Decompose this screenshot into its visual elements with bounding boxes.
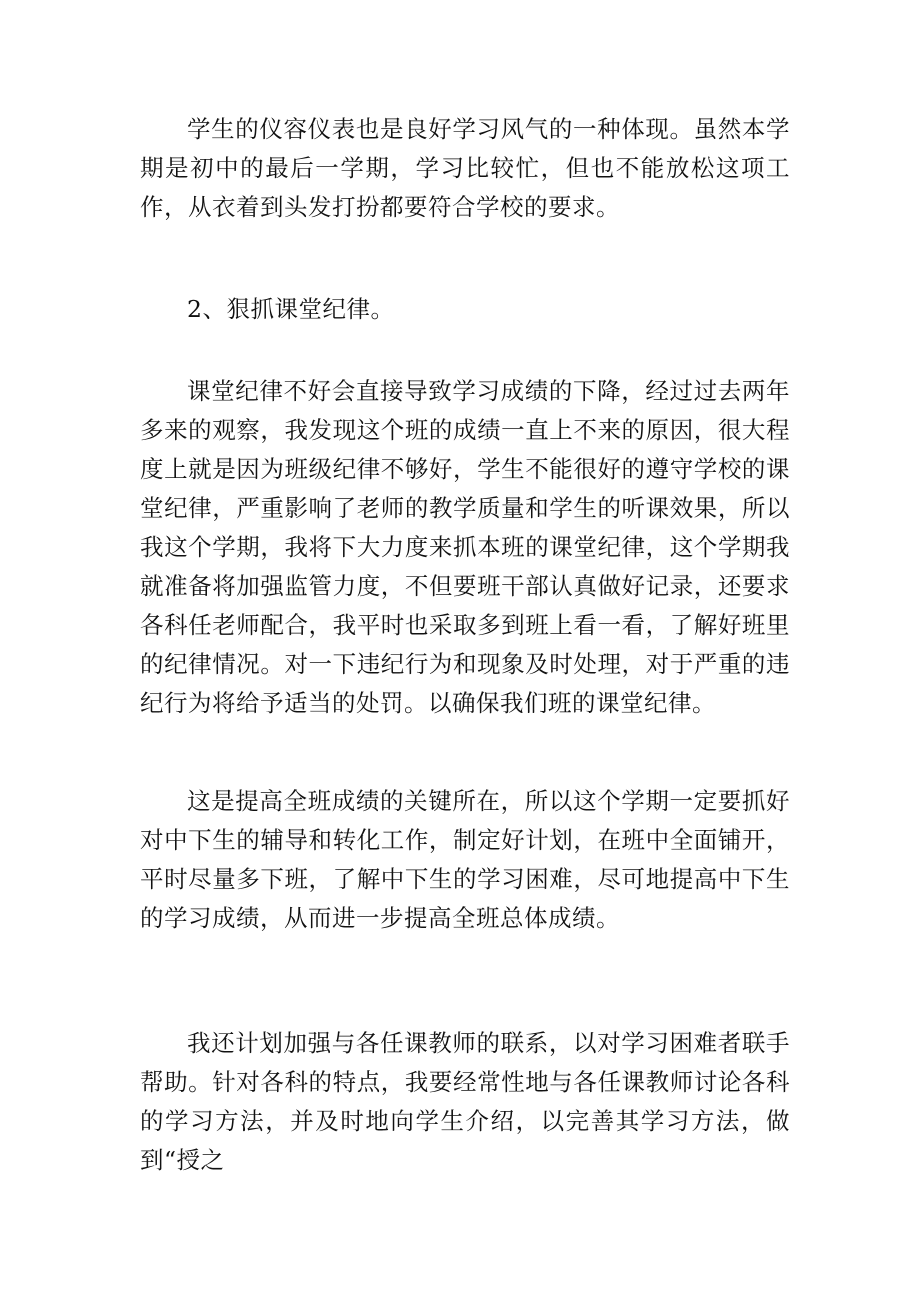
paragraph-classroom-discipline: 课堂纪律不好会直接导致学习成绩的下降，经过过去两年多来的观察，我发现这个班的成绩一直上不来的原因，很大程度上就是因为班级纪律不够好，学生不能很好的遵守学校的课堂纪律，严重影响了老师的教学质量和学生的听课效果，所以我这个学期，我将下大力度来抓本班的课堂纪律，这个学期我就准备将加强监管力度，不但要班干部认真做好记录，还要求各科任老师配合，我平时也采取多到班上看一看，了解好班里的纪律情况。对一下违纪行为和现象及时处理，对于严重的违纪行为将给予适当的处罚。以确保我们班的课堂纪律。 (140, 377, 790, 717)
paragraph-lower-students: 这是提高全班成绩的关键所在，所以这个学期一定要抓好对中下生的辅导和转化工作，制定好计划，在班中全面铺开，平时尽量多下班，了解中下生的学习困难，尽可地提高中下生的学习成绩，从而进一步提高全班总体成绩。 (140, 787, 790, 932)
section-heading-classroom-discipline: 2、狠抓课堂纪律。 (187, 295, 395, 323)
paragraph-teacher-contact: 我还计划加强与各任课教师的联系，以对学习困难者联手帮助。针对各科的特点，我要经常性地与各任课教师讨论各科的学习方法，并及时地向学生介绍，以完善其学习方法，做到“授之 (140, 1029, 790, 1174)
paragraph-appearance: 学生的仪容仪表也是良好学习风气的一种体现。虽然本学期是初中的最后一学期，学习比较忙，但也不能放松这项工作，从衣着到头发打扮都要符合学校的要求。 (140, 115, 790, 221)
